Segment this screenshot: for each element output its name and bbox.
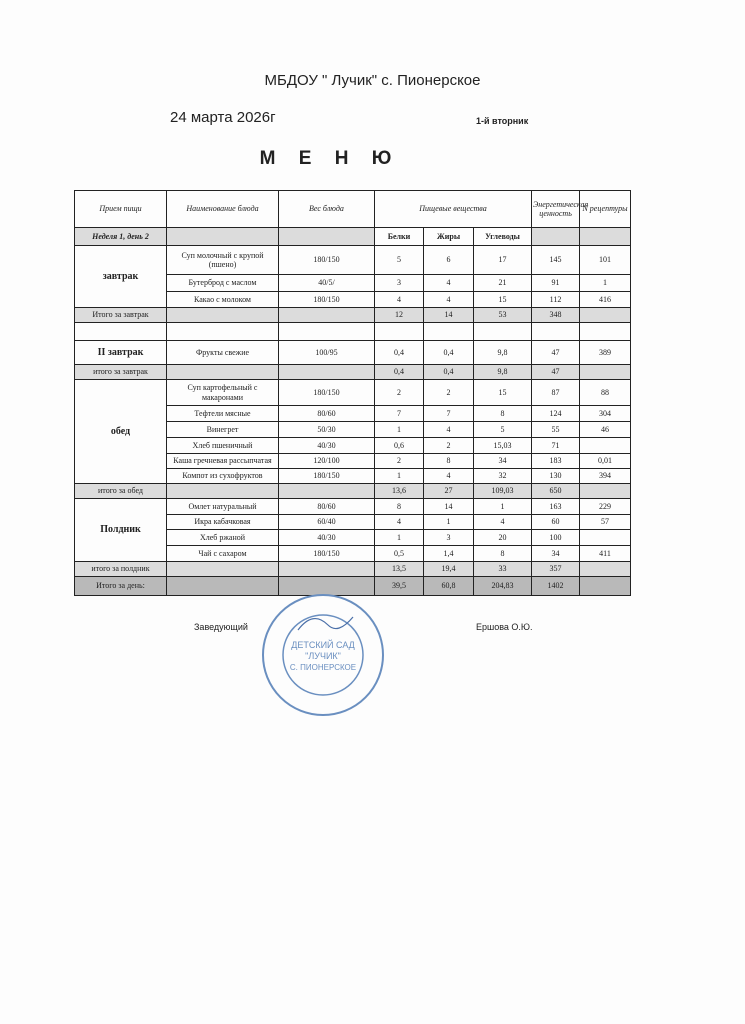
- fat: 1,4: [424, 546, 474, 562]
- header-energy: Энергетическая ценность: [532, 191, 580, 228]
- dish-weight: 80/60: [279, 499, 375, 515]
- week-label: Неделя 1, день 2: [75, 228, 167, 246]
- empty-cell: [474, 323, 532, 341]
- subtotal-row: [75, 365, 631, 380]
- dish-name: Бутерброд с маслом: [167, 275, 279, 292]
- carbs: 5: [474, 422, 532, 438]
- energy: 130: [532, 469, 580, 484]
- day-total-protein: 39,5: [375, 577, 424, 596]
- carbs: 17: [474, 246, 532, 275]
- carbs: 15: [474, 292, 532, 308]
- protein: 5: [375, 246, 424, 275]
- dish-weight: 180/150: [279, 546, 375, 562]
- protein: 0,6: [375, 438, 424, 454]
- dish-name: Хлеб пшеничный: [167, 438, 279, 454]
- protein: 1: [375, 469, 424, 484]
- energy: 60: [532, 515, 580, 530]
- dish-name: Хлеб ржаной: [167, 530, 279, 546]
- recipe-number: 304: [580, 406, 631, 422]
- subtotal-fat: 0,4: [424, 365, 474, 380]
- energy: 112: [532, 292, 580, 308]
- empty-cell: [580, 484, 631, 499]
- dish-weight: 80/60: [279, 406, 375, 422]
- subtotal-fat: 27: [424, 484, 474, 499]
- header-meal: Прием пищи: [75, 191, 167, 228]
- dish-row: [75, 499, 631, 515]
- subtotal-label: итого за завтрак: [75, 365, 167, 380]
- empty-cell: [167, 562, 279, 577]
- fat: 7: [424, 406, 474, 422]
- carbs: 20: [474, 530, 532, 546]
- menu-date: 24 марта 2026г: [170, 109, 276, 126]
- fat: 0,4: [424, 341, 474, 365]
- fat: 4: [424, 292, 474, 308]
- recipe-number: 1: [580, 275, 631, 292]
- subtotal-energy: 348: [532, 308, 580, 323]
- header-carbs: Углеводы: [474, 228, 532, 246]
- dish-name: Фрукты свежие: [167, 341, 279, 365]
- recipe-number: [580, 438, 631, 454]
- header-nutrients: Пищевые вещества: [375, 191, 532, 228]
- page-title: М Е Н Ю: [259, 148, 401, 169]
- carbs: 32: [474, 469, 532, 484]
- dish-weight: 180/150: [279, 380, 375, 406]
- subtotal-protein: 0,4: [375, 365, 424, 380]
- empty-cell: [532, 323, 580, 341]
- carbs: 8: [474, 406, 532, 422]
- protein: 0,5: [375, 546, 424, 562]
- dish-name: Винегрет: [167, 422, 279, 438]
- carbs: 21: [474, 275, 532, 292]
- dish-name: Чай с сахаром: [167, 546, 279, 562]
- meal-name: завтрак: [75, 246, 167, 308]
- subtotal-row: [75, 484, 631, 499]
- fat: 6: [424, 246, 474, 275]
- signature-label: Заведующий: [194, 622, 248, 632]
- carbs: 8: [474, 546, 532, 562]
- carbs: 9,8: [474, 341, 532, 365]
- subtotal-carbs: 109,03: [474, 484, 532, 499]
- subtotal-protein: 13,5: [375, 562, 424, 577]
- svg-text:С. ПИОНЕРСКОЕ: С. ПИОНЕРСКОЕ: [289, 663, 357, 672]
- empty-cell: [279, 365, 375, 380]
- empty-cell: [279, 562, 375, 577]
- dish-weight: 40/5/: [279, 275, 375, 292]
- recipe-number: 101: [580, 246, 631, 275]
- dish-row: [75, 380, 631, 406]
- carbs: 4: [474, 515, 532, 530]
- dish-row: [75, 246, 631, 275]
- empty-cell: [580, 365, 631, 380]
- recipe-number: 411: [580, 546, 631, 562]
- organization-name: МБДОУ " Лучик" с. Пионерское: [264, 72, 481, 89]
- header-fat: Жиры: [424, 228, 474, 246]
- subtotal-label: Итого за завтрак: [75, 308, 167, 323]
- recipe-number: 389: [580, 341, 631, 365]
- header-dish: Наименование блюда: [167, 191, 279, 228]
- day-total-energy: 1402: [532, 577, 580, 596]
- subtotal-carbs: 9,8: [474, 365, 532, 380]
- protein: 4: [375, 515, 424, 530]
- energy: 34: [532, 546, 580, 562]
- fat: 3: [424, 530, 474, 546]
- energy: 183: [532, 454, 580, 469]
- recipe-number: 0,01: [580, 454, 631, 469]
- subtotal-row: [75, 308, 631, 323]
- protein: 2: [375, 380, 424, 406]
- protein: 4: [375, 292, 424, 308]
- carbs: 34: [474, 454, 532, 469]
- subtotal-protein: 12: [375, 308, 424, 323]
- empty-cell: [279, 323, 375, 341]
- energy: 55: [532, 422, 580, 438]
- subtotal-protein: 13,6: [375, 484, 424, 499]
- energy: 91: [532, 275, 580, 292]
- fat: 2: [424, 380, 474, 406]
- energy: 100: [532, 530, 580, 546]
- subtotal-carbs: 33: [474, 562, 532, 577]
- empty-cell: [580, 562, 631, 577]
- dish-weight: 120/100: [279, 454, 375, 469]
- dish-row: [75, 341, 631, 365]
- empty-cell: [279, 484, 375, 499]
- recipe-number: [580, 530, 631, 546]
- empty-cell: [75, 323, 167, 341]
- dish-name: Какао с молоком: [167, 292, 279, 308]
- energy: 163: [532, 499, 580, 515]
- empty-cell: [279, 228, 375, 246]
- svg-text:ДЕТСКИЙ САД: ДЕТСКИЙ САД: [291, 640, 355, 650]
- signature-name: Ершова О.Ю.: [476, 622, 533, 632]
- fat: 14: [424, 499, 474, 515]
- dish-weight: 180/150: [279, 469, 375, 484]
- dish-weight: 40/30: [279, 530, 375, 546]
- day-name: 1-й вторник: [476, 116, 529, 126]
- empty-cell: [167, 323, 279, 341]
- empty-cell: [580, 228, 631, 246]
- menu-table: [74, 190, 631, 596]
- dish-weight: 40/30: [279, 438, 375, 454]
- energy: 87: [532, 380, 580, 406]
- day-total-fat: 60,8: [424, 577, 474, 596]
- energy: 47: [532, 341, 580, 365]
- dish-name: Суп картофельный с макаронами: [167, 380, 279, 406]
- empty-cell: [580, 308, 631, 323]
- meal-name: II завтрак: [75, 341, 167, 365]
- meal-name: обед: [75, 380, 167, 484]
- empty-cell: [424, 323, 474, 341]
- header-recipe: N рецептуры: [580, 191, 631, 228]
- day-total-label: Итого за день:: [75, 577, 167, 596]
- dish-weight: 60/40: [279, 515, 375, 530]
- empty-cell: [580, 577, 631, 596]
- protein: 1: [375, 422, 424, 438]
- fat: 2: [424, 438, 474, 454]
- day-total-carbs: 204,83: [474, 577, 532, 596]
- dish-name: Суп молочный с крупой (пшено): [167, 246, 279, 275]
- empty-cell: [167, 308, 279, 323]
- dish-name: Компот из сухофруктов: [167, 469, 279, 484]
- empty-cell: [279, 308, 375, 323]
- subtotal-carbs: 53: [474, 308, 532, 323]
- subtotal-label: итого за обед: [75, 484, 167, 499]
- subtotal-energy: 357: [532, 562, 580, 577]
- empty-cell: [167, 365, 279, 380]
- fat: 8: [424, 454, 474, 469]
- recipe-number: 88: [580, 380, 631, 406]
- svg-text:"ЛУЧИК": "ЛУЧИК": [305, 651, 341, 661]
- protein: 0,4: [375, 341, 424, 365]
- dish-name: Тефтели мясные: [167, 406, 279, 422]
- header-row: [75, 191, 631, 228]
- fat: 4: [424, 422, 474, 438]
- dish-name: Икра кабачковая: [167, 515, 279, 530]
- dish-name: Омлет натуральный: [167, 499, 279, 515]
- empty-cell: [532, 228, 580, 246]
- week-row: [75, 228, 631, 246]
- recipe-number: 229: [580, 499, 631, 515]
- protein: 7: [375, 406, 424, 422]
- empty-cell: [580, 323, 631, 341]
- recipe-number: 394: [580, 469, 631, 484]
- carbs: 15: [474, 380, 532, 406]
- dish-weight: 180/150: [279, 246, 375, 275]
- carbs: 1: [474, 499, 532, 515]
- protein: 1: [375, 530, 424, 546]
- recipe-number: 57: [580, 515, 631, 530]
- empty-cell: [167, 228, 279, 246]
- dish-weight: 50/30: [279, 422, 375, 438]
- subtotal-energy: 650: [532, 484, 580, 499]
- energy: 145: [532, 246, 580, 275]
- header-weight: Вес блюда: [279, 191, 375, 228]
- energy: 124: [532, 406, 580, 422]
- recipe-number: 46: [580, 422, 631, 438]
- energy: 71: [532, 438, 580, 454]
- protein: 8: [375, 499, 424, 515]
- fat: 4: [424, 275, 474, 292]
- recipe-number: 416: [580, 292, 631, 308]
- subtotal-label: итого за полдник: [75, 562, 167, 577]
- fat: 1: [424, 515, 474, 530]
- dish-weight: 100/95: [279, 341, 375, 365]
- header-protein: Белки: [375, 228, 424, 246]
- protein: 2: [375, 454, 424, 469]
- protein: 3: [375, 275, 424, 292]
- spacer-row: [75, 323, 631, 341]
- subtotal-fat: 14: [424, 308, 474, 323]
- fat: 4: [424, 469, 474, 484]
- subtotal-row: [75, 562, 631, 577]
- empty-cell: [375, 323, 424, 341]
- dish-weight: 180/150: [279, 292, 375, 308]
- meal-name: Полдник: [75, 499, 167, 562]
- empty-cell: [167, 484, 279, 499]
- official-stamp: [258, 590, 388, 720]
- dish-name: Каша гречневая рассыпчатая: [167, 454, 279, 469]
- carbs: 15,03: [474, 438, 532, 454]
- subtotal-fat: 19,4: [424, 562, 474, 577]
- subtotal-energy: 47: [532, 365, 580, 380]
